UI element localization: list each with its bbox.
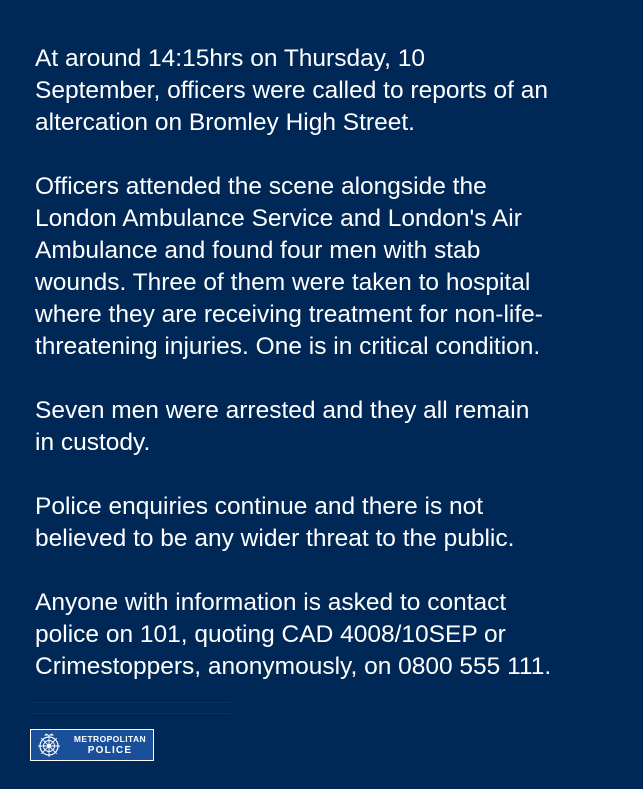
paragraph-incident: At around 14:15hrs on Thursday, 10 September, officers were called to reports of an altercation on Bromley High Street. [35,45,548,136]
paragraph-appeal: Anyone with information is asked to contact police on 101, quoting CAD 4008/10SEP or Crimestoppers, anonymously, on 0800 555 111. [35,589,552,680]
logo-line-2: POLICE [87,745,133,756]
logo-line-1: METROPOLITAN [73,734,147,744]
divider [30,702,230,714]
statement-body [35,43,625,715]
paragraph-enquiries: Police enquiries continue and there is not believed to be any wider threat to the public. [35,493,515,552]
paragraph-arrests: Seven men were arrested and they all remain in custody. [35,397,530,456]
metropolitan-police-logo [30,729,154,761]
paragraph-response: Officers attended the scene alongside the London Ambulance Service and London's Air Ambulance and found four men with stab wounds. Three of them were taken to hospital where they are receiving treatment for non-life- threatening injuries. One is in critical condition. [35,173,543,360]
logo-wordmark [67,734,153,756]
crest-icon [31,730,67,760]
